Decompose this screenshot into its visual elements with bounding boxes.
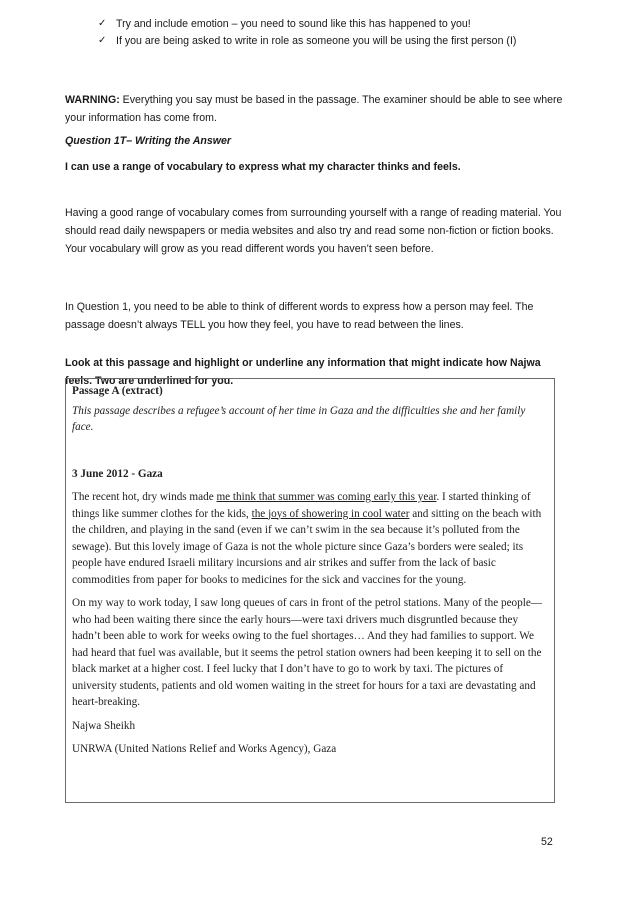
task-instruction: Look at this passage and highlight or underline any information that might indicate how Najwa feels. Two are underlined for you.: [65, 357, 541, 387]
passage-date: 3 June 2012 - Gaza: [72, 467, 163, 480]
warning-text: Everything you say must be based in the passage. The examiner should be able to see where your information has come from.: [65, 94, 563, 124]
passage-text: The recent hot, dry winds made: [72, 491, 217, 503]
passage-author: Najwa Sheikh: [72, 719, 136, 732]
vocabulary-paragraph: Having a good range of vocabulary comes from surrounding yourself with a range of reading material. You should read daily newspapers or media websites and also try and read some non-fiction or fiction books. Your vocabulary will grow as you read different words you haven’t seen before.: [65, 207, 562, 255]
page-number: 52: [541, 836, 553, 848]
checklist-item: [98, 16, 568, 33]
question-heading: Question 1T– Writing the Answer: [65, 135, 231, 147]
warning-note: [65, 91, 565, 127]
question-paragraph: In Question 1, you need to be able to think of different words to express how a person may feel. The passage doesn’t always TELL you how they feel, you have to read between the lines.: [65, 301, 534, 331]
checkmark-icon: ✓: [98, 18, 107, 29]
warning-label: WARNING:: [65, 94, 120, 106]
passage-box: [65, 378, 555, 803]
underlined-phrase: me think that summer was coming early this year: [216, 491, 437, 503]
checklist-item: [98, 33, 568, 50]
learning-objective: I can use a range of vocabulary to express what my character thinks and feels.: [65, 161, 461, 173]
passage-title: Passage A (extract): [72, 385, 163, 397]
passage-paragraph: [72, 489, 548, 588]
passage-text: and sitting on the beach with the children, and playing in the sand (even if we can’t swim in the sea because it’s polluted from the sewage). But this lovely image of Gaza is not the whole picture since Gaza’s borders were sealed; its people have endured Israeli military incursions and air strikes and suffer from the lack of basic commodities from paper for books to medicines for the sick and vaccines for the young.: [72, 507, 542, 586]
tips-checklist: [98, 16, 568, 49]
checklist-item-text: If you are being asked to write in role as someone you will be using the first person (I): [116, 34, 517, 47]
passage-paragraph: On my way to work today, I saw long queues of cars in front of the petrol stations. Many of the people—who had been waiting there since the early hours—were taxi drivers much disgruntled because they hadn’t been able to work for weeks owing to the fuel shortages… And they had families to support. We had heard that fuel was available, but it seems the petrol station owners had been keeping it to sell on the black market at a higher cost. I feel lucky that I don’t have to go to work by taxi. The pictures of university students, patients and old women waiting in the street for hours for a taxi are devastating and heart-breaking.: [72, 597, 542, 708]
underlined-phrase: the joys of showering in cool water: [251, 507, 410, 520]
checklist-item-text: Try and include emotion – you need to sound like this has happened to you!: [116, 18, 471, 30]
passage-intro: This passage describes a refugee’s account of her time in Gaza and the difficulties she and her family face.: [72, 404, 526, 433]
checkmark-icon: ✓: [98, 34, 107, 46]
passage-organisation: UNRWA (United Nations Relief and Works Agency), Gaza: [72, 743, 337, 755]
passage-text: . I started thinking of things like summer clothes for the kids,: [72, 491, 531, 520]
